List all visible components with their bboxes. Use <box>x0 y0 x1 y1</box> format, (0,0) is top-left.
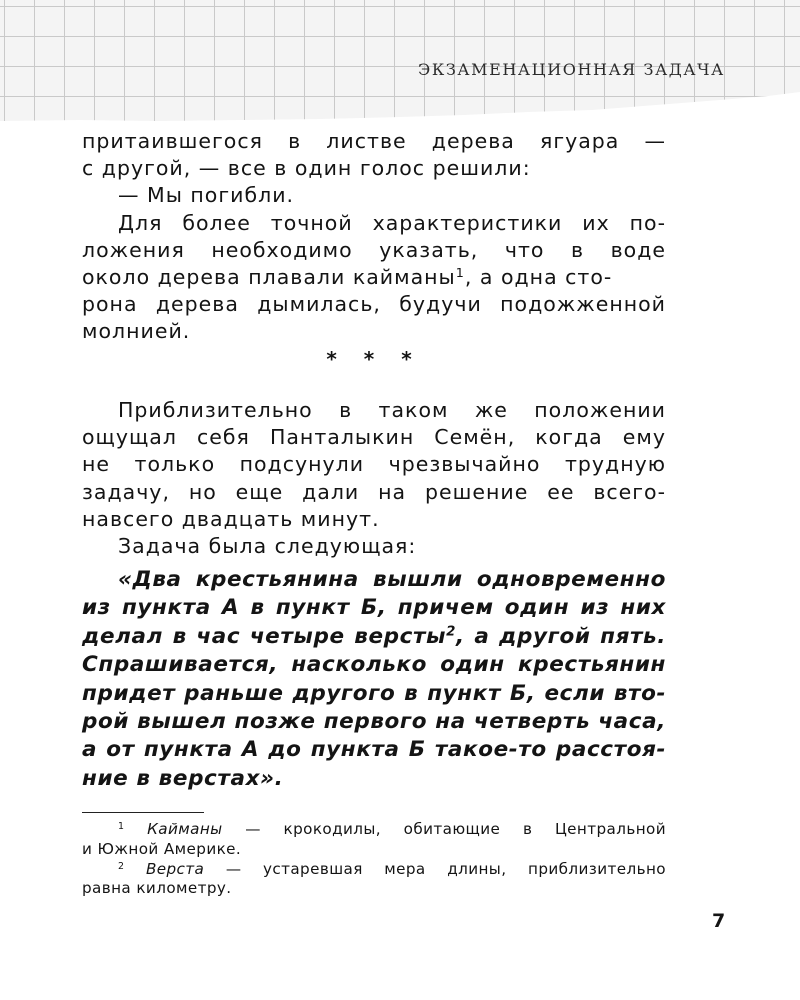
problem-statement <box>82 566 666 793</box>
text-line: ощущал себя Панталыкин Семён, когда ему <box>82 425 666 450</box>
footnote-2-continued: равна километру. <box>82 879 232 898</box>
text-line: ложения необходимо указать, что в воде <box>82 237 666 262</box>
page-number: 7 <box>712 910 726 932</box>
section-break: * * * <box>326 347 422 371</box>
footnote-ref-2: 2 <box>446 624 456 640</box>
problem-line: «Два крестьянина вышли одновременно <box>118 567 666 592</box>
footnote-text: — крокодилы, обитающие в Центральной <box>222 820 667 838</box>
problem-line: ние в верстах». <box>82 765 284 791</box>
text-line: Для более точной характеристики их по- <box>118 210 666 235</box>
footnote-text: — устаревшая мера длины, приблизительно <box>204 859 666 878</box>
footnotes <box>82 820 666 899</box>
footnote-term: Кайманы <box>147 820 223 838</box>
text-line: притаившегося в листве дерева ягуара — <box>82 129 666 153</box>
footnote-number: 1 <box>118 820 125 832</box>
problem-line: придет раньше другого в пункт Б, если вто- <box>82 680 666 706</box>
footnote-1 <box>82 820 666 840</box>
running-head-title: ЭКЗАМЕНАЦИОННАЯ ЗАДАЧА <box>418 60 725 79</box>
text-line: молнией. <box>82 319 191 344</box>
body-text-middle <box>82 397 666 560</box>
footnote-1-continued: и Южной Америке. <box>82 839 242 858</box>
dialogue-line: — Мы погибли. <box>118 183 295 208</box>
text-line: задачу, но еще дали на решение ее всего- <box>82 479 666 504</box>
footnote-2 <box>82 860 666 880</box>
text-line: Задача была следующая: <box>118 534 417 559</box>
footnote-term: Верста <box>145 859 205 878</box>
problem-line: из пункта А в пункт Б, причем один из них <box>82 595 666 621</box>
text-line: рона дерева дымилась, будучи подожженной <box>82 292 666 317</box>
text-line: с другой, — все в один голос решили: <box>82 156 531 181</box>
text-fragment: около дерева плавали кайманы <box>82 265 456 290</box>
problem-line: Спрашивается, насколько один крестьянин <box>82 652 666 678</box>
problem-line: рой вышел позже первого на четверть часа, <box>82 709 666 735</box>
text-line: Приблизительно в таком же положении <box>118 398 666 422</box>
problem-line: а от пункта А до пункта Б такое-то расстоя- <box>82 737 666 763</box>
problem-line-with-footnote <box>82 623 666 651</box>
text-line: навсего двадцать минут. <box>82 506 380 531</box>
text-line: не только подсунули чрезвычайно трудную <box>82 452 666 477</box>
body-text-top <box>82 128 666 346</box>
text-fragment: , а другой пять. <box>455 623 666 649</box>
footnote-number: 2 <box>118 860 125 872</box>
text-fragment: , а одна сто- <box>464 265 613 290</box>
text-line-with-footnote <box>82 264 666 291</box>
text-fragment: делал в час четыре версты <box>82 623 447 649</box>
footnote-divider <box>82 812 204 813</box>
footnote-ref-1: 1 <box>455 265 465 281</box>
